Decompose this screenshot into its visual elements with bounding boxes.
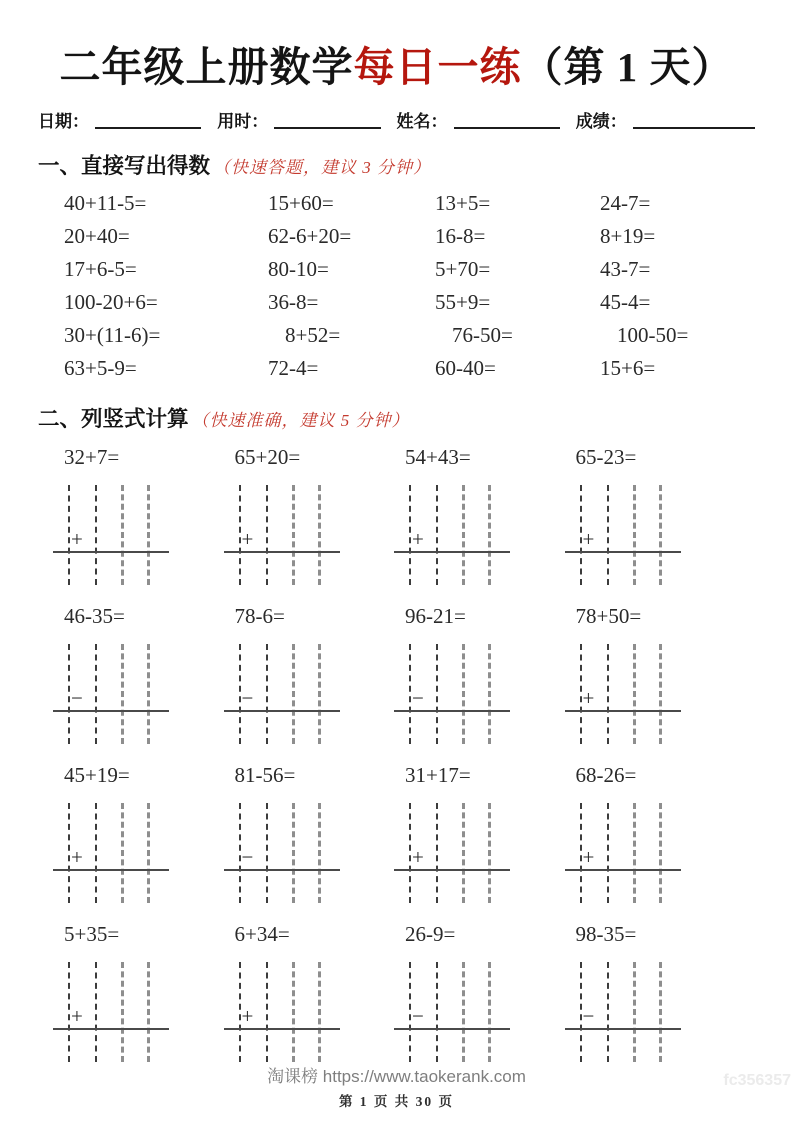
oral-problem: 43-7= <box>600 257 651 281</box>
vertical-problem <box>570 918 741 1062</box>
column-guide-dashed-line <box>607 803 609 903</box>
column-guide-dashed-line <box>239 962 241 1062</box>
answer-line <box>394 710 510 712</box>
vertical-problem <box>399 759 570 903</box>
column-guide-dashed-line <box>121 962 124 1062</box>
vertical-work-area <box>58 803 162 903</box>
column-guide-dashed-line <box>488 803 491 903</box>
time-used-field <box>217 107 396 132</box>
column-guide-dashed-line <box>95 644 97 744</box>
column-guide-dashed-line <box>488 644 491 744</box>
column-guide-dashed-line <box>95 485 97 585</box>
column-guide-dashed-line <box>580 485 582 585</box>
oral-problem: 62-6+20= <box>268 224 352 248</box>
answer-line <box>224 869 340 871</box>
vertical-work-area <box>58 962 162 1062</box>
time-used-blank-line <box>274 112 380 129</box>
vertical-problem-label: 68-26= <box>575 763 637 787</box>
vertical-problem-label: 96-21= <box>405 604 466 628</box>
oral-problem: 76-50= <box>452 323 513 347</box>
column-guide-dashed-line <box>409 485 411 585</box>
vertical-work-area <box>58 644 162 744</box>
column-guide-dashed-line <box>68 644 70 744</box>
footer-page-number: 第 1 页 共 30 页 <box>338 1094 455 1109</box>
vertical-problem-label: 32+7= <box>64 445 120 469</box>
column-guide-dashed-line <box>266 803 268 903</box>
name-field <box>397 107 576 132</box>
oral-problem: 45-4= <box>600 290 651 314</box>
section-1-header <box>38 149 793 180</box>
column-guide-dashed-line <box>436 803 438 903</box>
vertical-problem-label: 54+43= <box>405 445 471 469</box>
section-2-time-note: （快速准确，建议 5 分钟） <box>191 411 410 430</box>
column-guide-dashed-line <box>633 644 636 744</box>
oral-problem: 5+70= <box>435 257 491 281</box>
operator-sign: − <box>412 686 424 710</box>
answer-line <box>53 869 169 871</box>
column-guide-dashed-line <box>318 962 321 1062</box>
column-guide-dashed-line <box>266 485 268 585</box>
oral-problem: 40+11-5= <box>64 191 147 215</box>
answer-line <box>565 869 681 871</box>
column-guide-dashed-line <box>580 962 582 1062</box>
column-guide-dashed-line <box>239 485 241 585</box>
vertical-problem-label: 5+35= <box>64 922 120 946</box>
answer-line <box>224 1028 340 1030</box>
oral-problem: 17+6-5= <box>64 257 137 281</box>
footer-site-url: 淘课榜 https://www.taokerank.com <box>267 1067 526 1086</box>
answer-line <box>394 1028 510 1030</box>
vertical-problem <box>570 441 741 585</box>
column-guide-dashed-line <box>68 962 70 1062</box>
oral-problem: 15+6= <box>600 356 656 380</box>
column-guide-dashed-line <box>659 644 662 744</box>
column-guide-dashed-line <box>292 803 295 903</box>
column-guide-dashed-line <box>147 485 150 585</box>
vertical-problem <box>58 600 229 744</box>
column-guide-dashed-line <box>318 485 321 585</box>
oral-problem: 8+19= <box>600 224 656 248</box>
vertical-problem <box>570 759 741 903</box>
watermark-text: fc356357 <box>723 1072 791 1089</box>
operator-sign: + <box>582 686 595 710</box>
vertical-problem-label: 46-35= <box>64 604 125 628</box>
column-guide-dashed-line <box>488 485 491 585</box>
page-title <box>0 0 793 93</box>
column-guide-dashed-line <box>318 644 321 744</box>
operator-sign: + <box>71 527 83 551</box>
column-guide-dashed-line <box>409 962 411 1062</box>
column-guide-dashed-line <box>580 644 582 744</box>
column-guide-dashed-line <box>659 962 662 1062</box>
vertical-work-area <box>570 803 674 903</box>
column-guide-dashed-line <box>292 485 295 585</box>
oral-problem: 80-10= <box>268 257 329 281</box>
vertical-work-area <box>570 485 674 585</box>
oral-problems-grid <box>64 187 793 385</box>
date-label: 日期： <box>38 112 89 131</box>
column-guide-dashed-line <box>436 644 438 744</box>
oral-problem: 36-8= <box>268 290 319 314</box>
student-info-line <box>38 107 755 132</box>
column-guide-dashed-line <box>147 644 150 744</box>
vertical-work-area <box>58 485 162 585</box>
oral-problem: 16-8= <box>435 224 486 248</box>
answer-line <box>565 710 681 712</box>
vertical-problem <box>58 918 229 1062</box>
vertical-problem-label: 6+34= <box>234 922 290 946</box>
score-field <box>576 107 755 132</box>
vertical-work-area <box>570 962 674 1062</box>
vertical-problem-label: 98-35= <box>575 922 637 946</box>
operator-sign: + <box>71 845 83 869</box>
oral-problem: 100-50= <box>617 323 689 347</box>
page-footer <box>0 1062 793 1110</box>
column-guide-dashed-line <box>318 803 321 903</box>
vertical-work-area <box>229 485 333 585</box>
operator-sign: − <box>582 1004 595 1028</box>
oral-problem: 63+5-9= <box>64 356 137 380</box>
section-1-time-note: （快速答题，建议 3 分钟） <box>213 158 432 177</box>
column-guide-dashed-line <box>580 803 582 903</box>
operator-sign: − <box>71 686 83 710</box>
column-guide-dashed-line <box>292 962 295 1062</box>
answer-line <box>565 1028 681 1030</box>
vertical-problem <box>58 759 229 903</box>
vertical-problem-label: 81-56= <box>234 763 296 787</box>
vertical-work-area <box>399 485 503 585</box>
vertical-problem <box>229 441 400 585</box>
column-guide-dashed-line <box>266 644 268 744</box>
date-field <box>38 107 217 132</box>
oral-problem: 13+5= <box>435 191 491 215</box>
operator-sign: + <box>412 527 424 551</box>
column-guide-dashed-line <box>607 485 609 585</box>
title-highlight-daily-practice: 每日一练 <box>353 44 522 90</box>
vertical-problem <box>399 918 570 1062</box>
column-guide-dashed-line <box>436 962 438 1062</box>
column-guide-dashed-line <box>95 962 97 1062</box>
column-guide-dashed-line <box>147 962 150 1062</box>
oral-problem: 24-7= <box>600 191 651 215</box>
column-guide-dashed-line <box>633 962 636 1062</box>
operator-sign: − <box>412 1004 424 1028</box>
vertical-problem <box>229 600 400 744</box>
column-guide-dashed-line <box>68 803 70 903</box>
column-guide-dashed-line <box>239 803 241 903</box>
vertical-problem <box>229 759 400 903</box>
oral-problem: 8+52= <box>285 323 341 347</box>
score-label: 成绩： <box>575 112 627 131</box>
vertical-problem <box>399 441 570 585</box>
oral-problem: 55+9= <box>435 290 491 314</box>
column-guide-dashed-line <box>607 962 609 1062</box>
column-guide-dashed-line <box>462 962 465 1062</box>
oral-problem: 30+(11-6)= <box>64 323 161 347</box>
score-blank-line <box>633 112 755 129</box>
vertical-problem <box>58 441 229 585</box>
operator-sign: + <box>241 1004 254 1028</box>
vertical-problem <box>399 600 570 744</box>
vertical-problem-label: 78-6= <box>234 604 285 628</box>
column-guide-dashed-line <box>292 644 295 744</box>
column-guide-dashed-line <box>488 962 491 1062</box>
answer-line <box>394 869 510 871</box>
answer-line <box>224 551 340 553</box>
date-blank-line <box>95 112 201 129</box>
name-label: 姓名： <box>396 112 448 131</box>
vertical-problem-label: 65+20= <box>234 445 301 469</box>
column-guide-dashed-line <box>633 803 636 903</box>
column-guide-dashed-line <box>121 644 124 744</box>
operator-sign: − <box>241 845 254 869</box>
oral-problem: 72-4= <box>268 356 319 380</box>
title-part-grade: 二年级上册数学 <box>59 44 354 90</box>
vertical-problem-label: 78+50= <box>575 604 642 628</box>
column-guide-dashed-line <box>121 803 124 903</box>
operator-sign: + <box>71 1004 83 1028</box>
column-guide-dashed-line <box>633 485 636 585</box>
column-guide-dashed-line <box>462 644 465 744</box>
vertical-problem-label: 65-23= <box>575 445 637 469</box>
vertical-work-area <box>570 644 674 744</box>
column-guide-dashed-line <box>436 485 438 585</box>
vertical-problems-grid <box>58 441 740 1062</box>
oral-problem: 60-40= <box>435 356 496 380</box>
column-guide-dashed-line <box>607 644 609 744</box>
column-guide-dashed-line <box>462 803 465 903</box>
operator-sign: + <box>241 527 254 551</box>
column-guide-dashed-line <box>266 962 268 1062</box>
column-guide-dashed-line <box>659 485 662 585</box>
column-guide-dashed-line <box>147 803 150 903</box>
vertical-problem-label: 31+17= <box>405 763 471 787</box>
vertical-work-area <box>399 644 503 744</box>
section-2-header <box>38 402 793 433</box>
operator-sign: + <box>582 527 595 551</box>
answer-line <box>53 551 169 553</box>
vertical-work-area <box>229 962 333 1062</box>
vertical-work-area <box>229 644 333 744</box>
section-1-heading: 一、直接写出得数 <box>38 154 211 178</box>
vertical-problem <box>570 600 741 744</box>
column-guide-dashed-line <box>121 485 124 585</box>
answer-line <box>224 710 340 712</box>
answer-line <box>565 551 681 553</box>
oral-problem: 100-20+6= <box>64 290 158 314</box>
operator-sign: + <box>582 845 595 869</box>
column-guide-dashed-line <box>68 485 70 585</box>
time-used-label: 用时： <box>217 112 269 131</box>
vertical-problem-label: 26-9= <box>405 922 456 946</box>
column-guide-dashed-line <box>239 644 241 744</box>
vertical-problem <box>229 918 400 1062</box>
answer-line <box>394 551 510 553</box>
operator-sign: + <box>412 845 424 869</box>
vertical-work-area <box>399 962 503 1062</box>
column-guide-dashed-line <box>95 803 97 903</box>
oral-problem: 20+40= <box>64 224 130 248</box>
answer-line <box>53 1028 169 1030</box>
column-guide-dashed-line <box>409 803 411 903</box>
operator-sign: − <box>241 686 254 710</box>
section-2-heading: 二、列竖式计算 <box>38 407 189 431</box>
column-guide-dashed-line <box>659 803 662 903</box>
vertical-problem-label: 45+19= <box>64 763 130 787</box>
answer-line <box>53 710 169 712</box>
title-part-day: （第 1 天） <box>521 44 734 90</box>
name-blank-line <box>454 112 560 129</box>
column-guide-dashed-line <box>462 485 465 585</box>
vertical-work-area <box>399 803 503 903</box>
vertical-work-area <box>229 803 333 903</box>
column-guide-dashed-line <box>409 644 411 744</box>
oral-problem: 15+60= <box>268 191 334 215</box>
